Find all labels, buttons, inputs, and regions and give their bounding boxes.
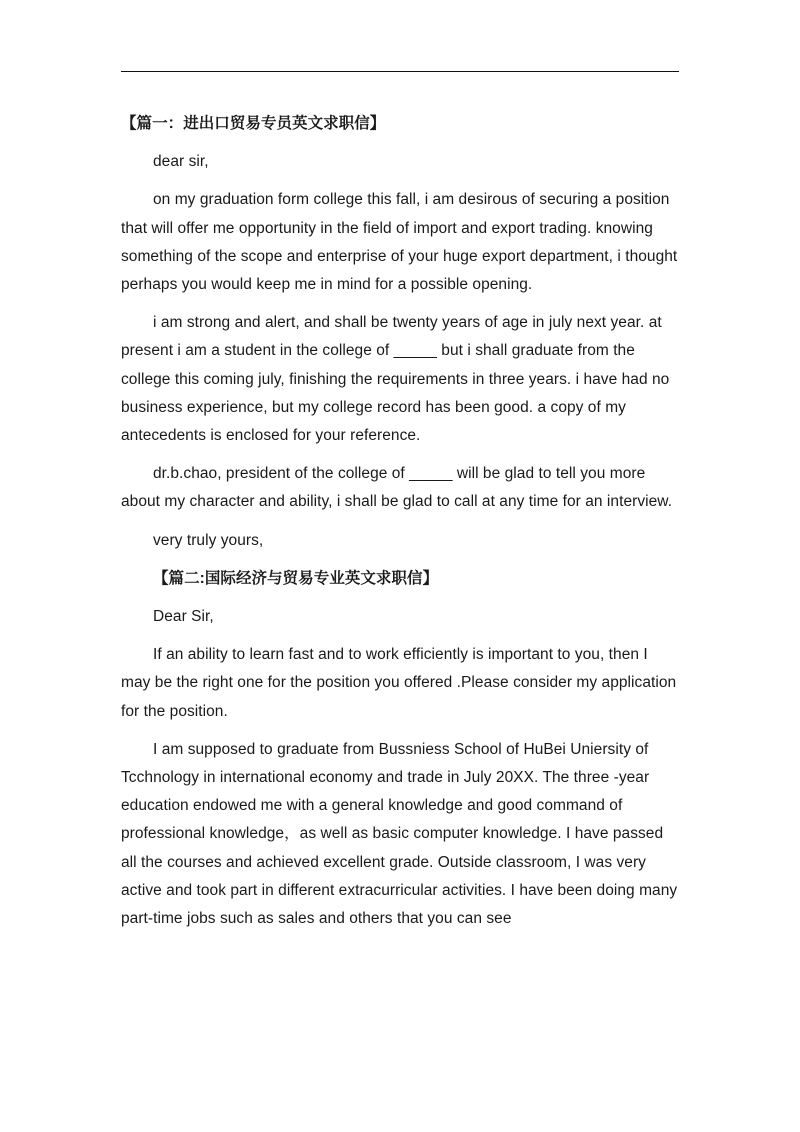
letter1-heading: 【篇一：进出口贸易专员英文求职信】 xyxy=(121,115,386,132)
letter2-paragraph-2: I am supposed to graduate from Bussniess School of HuBei Uniersity of Tcchnology in international economy and trade in July 20XX. The three -year education endowed me with a general knowledge and good command of professional knowledge，as well as basic computer knowledge. I have passed all the courses and achieved excellent grade. Outside classroom, I was very active and took part in different extracurricular activities. I have been doing many part-time jobs such as sales and others that you can see xyxy=(121,740,678,928)
letter2-paragraph-1: If an ability to learn fast and to work efficiently is important to you, then I may be the right one for the position you offered .Please consider my application for the position. xyxy=(121,646,677,720)
letter1-salutation: dear sir, xyxy=(153,153,209,171)
letter1-paragraph-1: on my graduation form college this fall, i am desirous of securing a position that will offer me opportunity in the field of import and export trading. knowing something of the scope and enterprise of your huge export department, i thought perhaps you would keep me in mind for a possible opening. xyxy=(121,191,678,294)
document-body xyxy=(121,110,681,943)
letter1-paragraph-2: i am strong and alert, and shall be twenty years of age in july next year. at present i am a student in the college of _____ but i shall graduate from the college this coming july, finishing the requirements in three years. i have had no business experience, but my college record has been good. a copy of my antecedents is enclosed for your reference. xyxy=(121,314,670,445)
letter2-salutation: Dear Sir, xyxy=(153,608,214,626)
header-rule xyxy=(121,71,679,72)
letter1-closing: very truly yours, xyxy=(153,531,264,549)
letter1-paragraph-3: dr.b.chao, president of the college of _____ will be glad to tell you more about my character and ability, i shall be glad to call at any time for an interview. xyxy=(121,465,673,511)
letter2-heading: 【篇二:国际经济与贸易专业英文求职信】 xyxy=(153,569,439,587)
